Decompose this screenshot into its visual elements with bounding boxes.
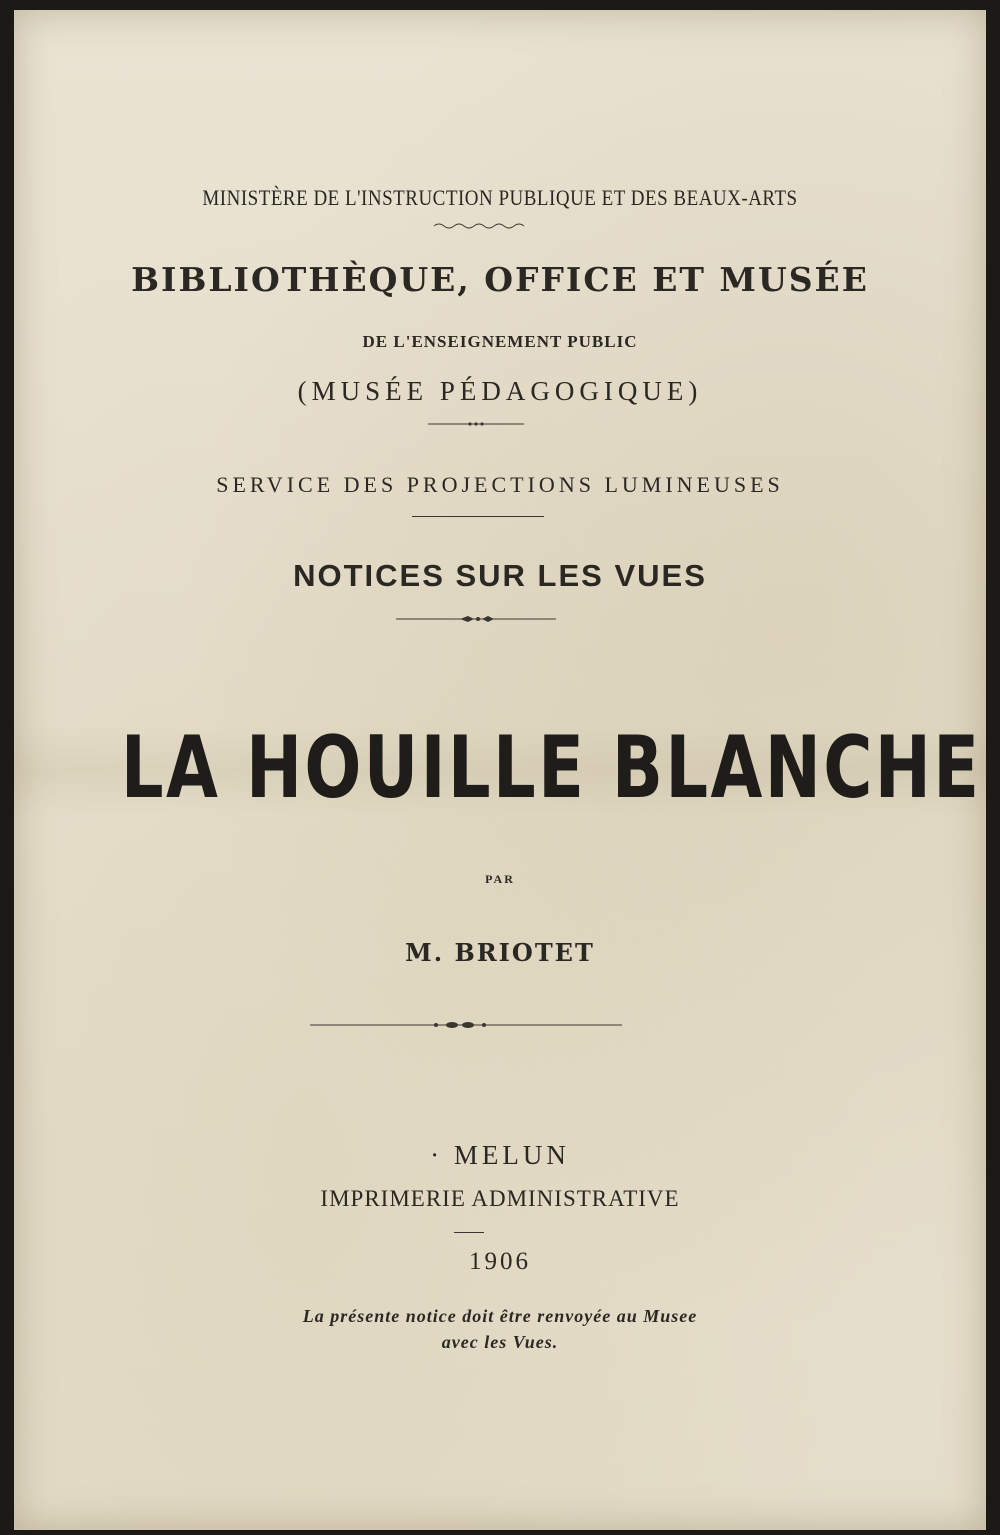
diamond-rule-ornament (394, 614, 558, 624)
institution-subheading: DE L'ENSEIGNEMENT PUBLIC (362, 332, 638, 351)
main-title: LA HOUILLE BLANCHE (120, 718, 982, 818)
return-note-line1: La présente notice doit être renvoyée au Musee (302, 1306, 698, 1326)
institution-heading: BIBLIOTHÈQUE, OFFICE ET MUSÉE (131, 260, 869, 299)
return-note-line2: avec les Vues. (441, 1332, 559, 1352)
divider-rule (412, 516, 544, 517)
wavy-ornament (432, 222, 532, 230)
printer: IMPRIMERIE ADMINISTRATIVE (320, 1186, 680, 1211)
short-divider (454, 1232, 484, 1233)
city: · MELUN (430, 1140, 570, 1170)
series-heading: NOTICES SUR LES VUES (293, 558, 707, 593)
museum-name: (MUSÉE PÉDAGOGIQUE) (297, 376, 703, 406)
by-label: PAR (485, 872, 515, 886)
dotted-rule-ornament (426, 420, 526, 428)
cover-page (14, 10, 986, 1530)
long-rule-ornament (308, 1020, 624, 1030)
ministry-heading: MINISTÈRE DE L'INSTRUCTION PUBLIQUE ET DES BEAUX-ARTS (202, 186, 798, 211)
publication-year: 1906 (469, 1248, 531, 1275)
service-heading: SERVICE DES PROJECTIONS LUMINEUSES (216, 472, 784, 497)
author-name: M. BRIOTET (405, 938, 595, 967)
